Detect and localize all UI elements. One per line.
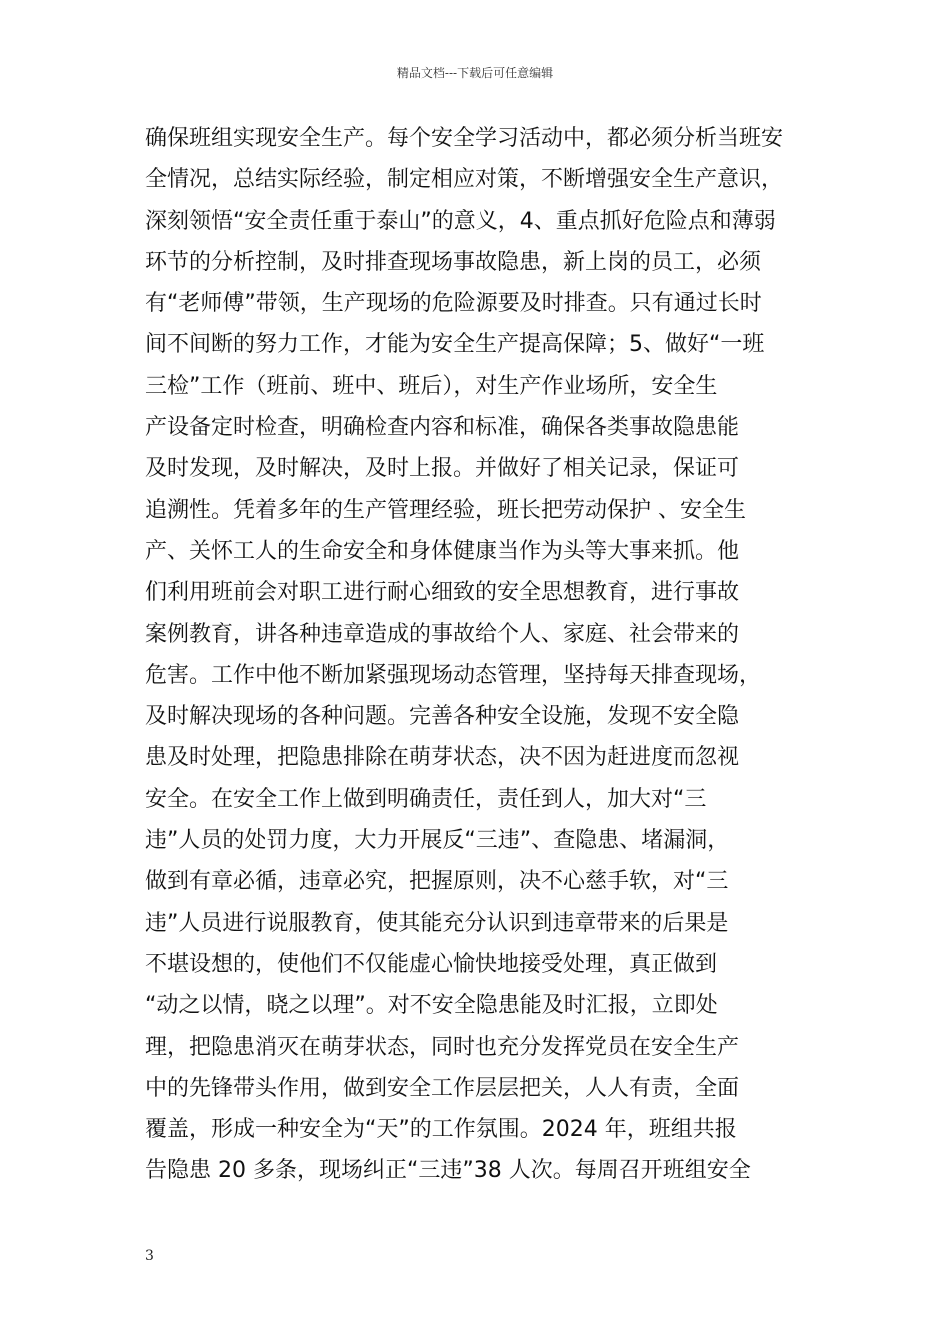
text-line: 违”人员进行说服教育，使其能充分认识到违章带来的后果是 [145, 910, 729, 936]
text-line: 产、关怀工人的生命安全和身体健康当作为头等大事来抓。他 [145, 538, 740, 564]
text-line: 确保班组实现安全生产。每个安全学习活动中，都必须分析当班安 [145, 126, 784, 151]
text-line: 们利用班前会对职工进行耐心细致的安全思想教育，进行事故 [145, 580, 740, 606]
text-line: 危害。工作中他不断加紧强现场动态管理，坚持每天排查现场， [145, 662, 762, 688]
text-line: 违”人员的处罚力度，大力开展反“三违”、查隐患、堵漏洞， [145, 828, 730, 854]
text-line: 追溯性。凭着多年的生产管理经验，班长把劳动保护 、安全生 [145, 497, 746, 523]
text-line: 案例教育，讲各种违章造成的事故给个人、家庭、社会带来的 [145, 621, 740, 647]
text-line: 有“老师傅”带领，生产现场的危险源要及时排查。只有通过长时 [145, 291, 762, 317]
text-line: 安全。在安全工作上做到明确责任，责任到人，加大对“三 [145, 786, 707, 812]
text-line: 环节的分析控制，及时排查现场事故隐患，新上岗的员工，必须 [145, 249, 762, 275]
text-line: 三检”工作（班前、班中、班后），对生产作业场所，安全生 [145, 373, 718, 399]
text-line: 及时发现，及时解决，及时上报。并做好了相关记录，保证可 [145, 456, 740, 482]
text-line: 产设备定时检查，明确检查内容和标准，确保各类事故隐患能 [145, 415, 740, 441]
text-line: 不堪设想的，使他们不仅能虚心愉快地接受处理，真正做到 [145, 951, 718, 977]
text-line: 深刻领悟“安全责任重于泰山”的意义，4、重点抓好危险点和薄弱 [145, 208, 776, 234]
text-line: 间不间断的努力工作，才能为安全生产提高保障；5、做好“一班 [145, 332, 765, 358]
text-line: 中的先锋带头作用，做到安全工作层层把关，人人有责，全面 [145, 1075, 740, 1101]
text-line: 及时解决现场的各种问题。完善各种安全设施，发现不安全隐 [145, 704, 740, 730]
text-line: “动之以情，晓之以理”。对不安全隐患能及时汇报，立即处 [145, 993, 718, 1019]
page-header: 精品文档---下载后可任意编辑 [396, 66, 554, 80]
text-line: 理，把隐患消灭在萌芽状态，同时也充分发挥党员在安全生产 [145, 1034, 740, 1060]
text-line: 全情况，总结实际经验，制定相应对策，不断增强安全生产意识， [145, 167, 784, 193]
text-line: 做到有章必循，违章必究，把握原则，决不心慈手软，对“三 [145, 869, 729, 895]
text-line: 覆盖，形成一种安全为“天”的工作氛围。2024 年，班组共报 [145, 1117, 737, 1143]
text-line: 告隐患 20 多条，现场纠正“三违”38 人次。每周召开班组安全 [145, 1158, 751, 1184]
document-body [145, 118, 825, 1192]
page-number: 3 [145, 1248, 154, 1264]
text-line: 患及时处理，把隐患排除在萌芽状态，决不因为赶进度而忽视 [145, 745, 740, 771]
